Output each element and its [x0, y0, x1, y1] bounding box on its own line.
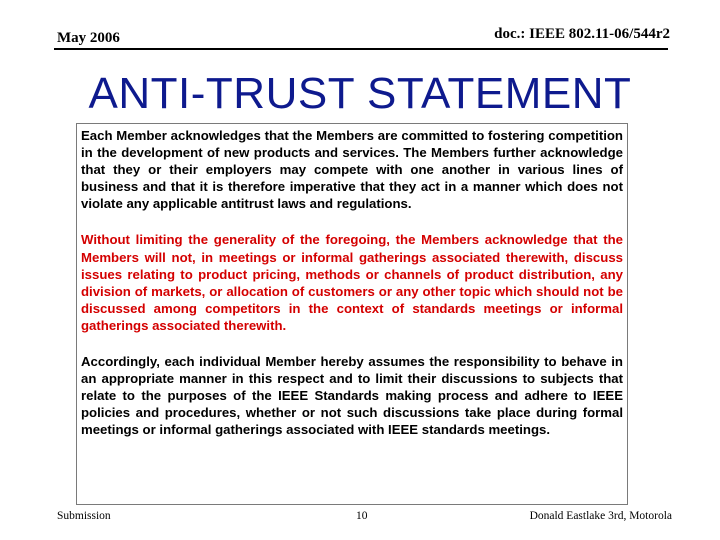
header-rule — [54, 48, 668, 50]
paragraph-prohibited-topics: Without limiting the generality of the foregoing, the Members acknowledge that the Members will not, in meetings or informal gatherings associated therewith, discuss issues relating to product pricing, methods or channels of product distribution, any division of markets, or allocation of customers or any other topic which should not be discussed among competitors in the context of standards meetings or informal gatherings associated therewith. — [81, 232, 623, 333]
header-date: May 2006 — [57, 30, 120, 46]
footer-author: Donald Eastlake 3rd, Motorola — [529, 510, 672, 522]
header-doc-id: doc.: IEEE 802.11-06/544r2 — [494, 26, 670, 42]
footer-submission: Submission — [57, 510, 111, 522]
footer-page-number: 10 — [356, 510, 368, 522]
paragraph-responsibility: Accordingly, each individual Member hereby assumes the responsibility to behave in an appropriate manner in this respect and to limit their discussions to subjects that relate to the purposes of the IEEE Standards making process and adhere to IEEE policies and procedures, whether or not such discussions take place during formal meetings or informal gatherings associated with IEEE standards meetings. — [81, 354, 623, 438]
paragraph-acknowledgement: Each Member acknowledges that the Members are committed to fostering competition in the development of new products and services. The Members further acknowledge that they or their employers may compete with one another in various lines of business and that it is therefore imperative that they act in a manner which does not violate any applicable antitrust laws and regulations. — [81, 128, 623, 212]
slide-title: ANTI-TRUST STATEMENT — [88, 69, 632, 118]
paragraph-spacer — [81, 212, 623, 231]
paragraph-spacer — [81, 334, 623, 353]
statement-panel — [76, 123, 628, 505]
